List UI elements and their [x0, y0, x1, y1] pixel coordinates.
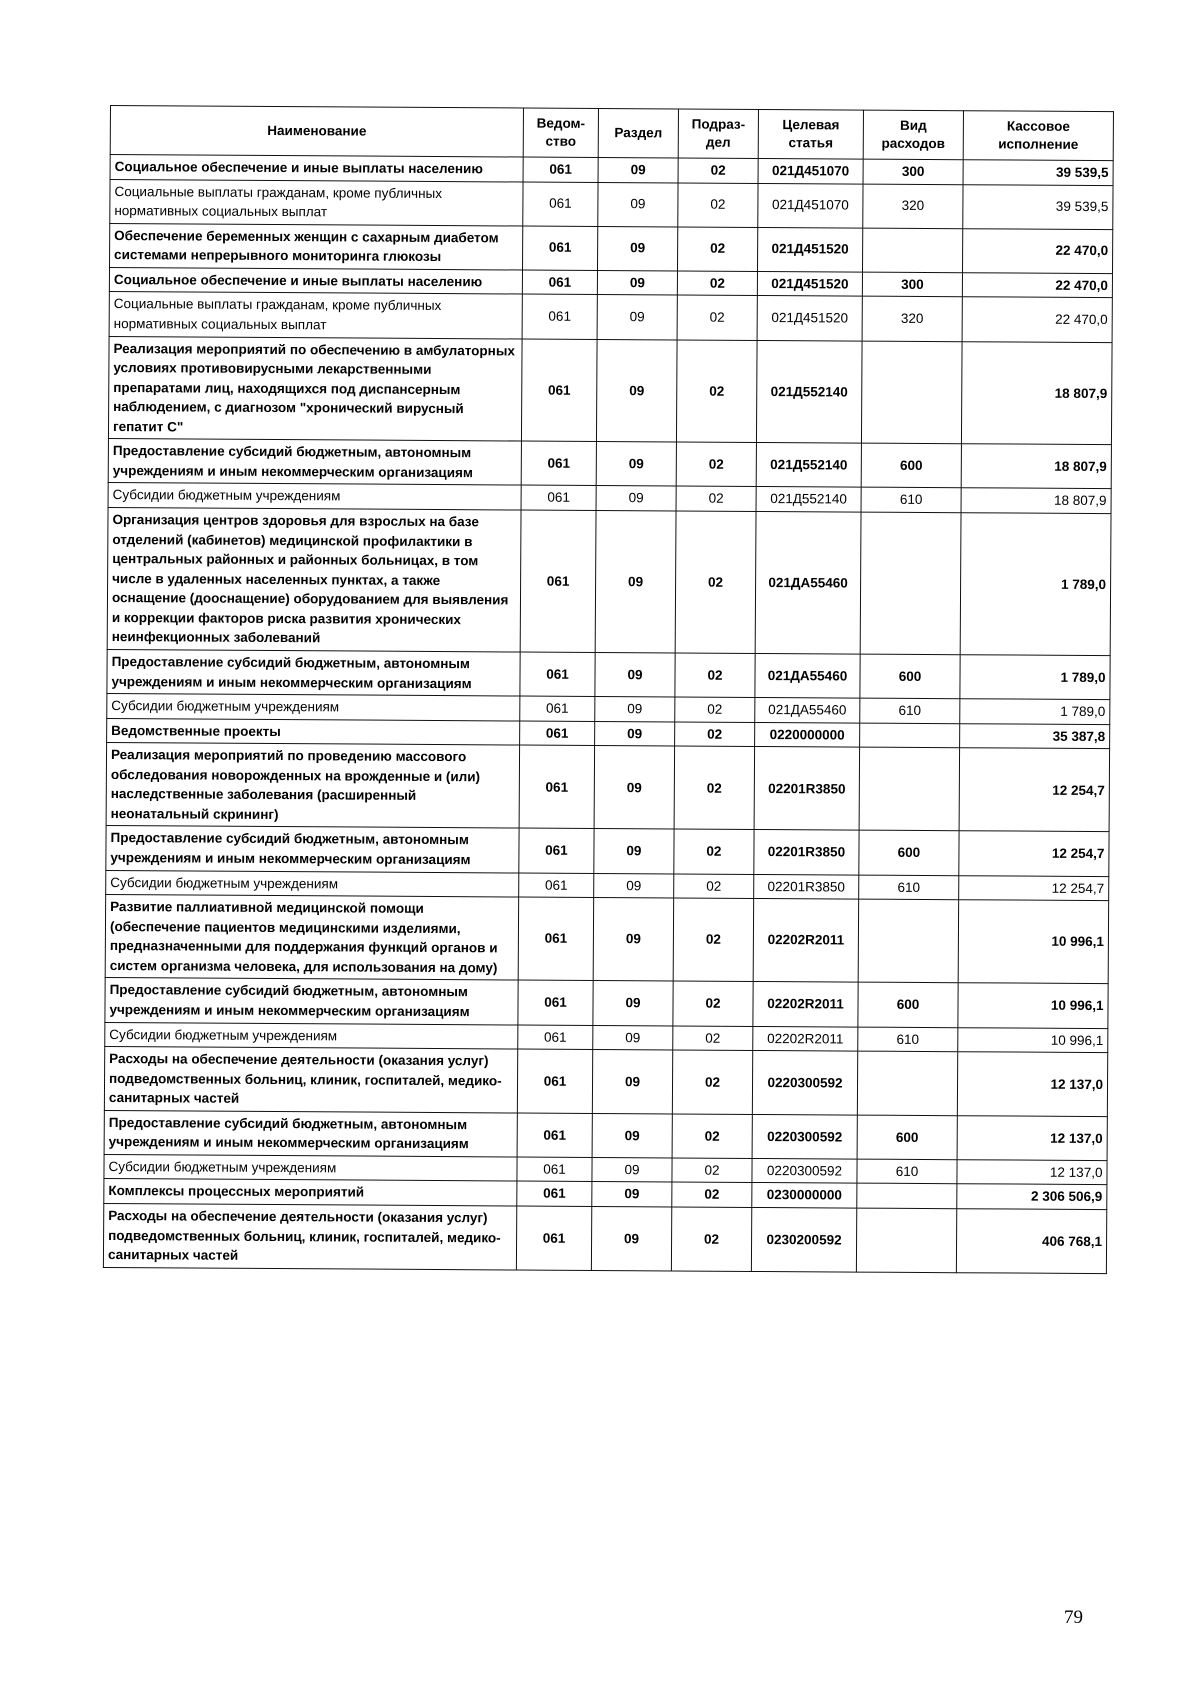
cell-podrazdel: 02 — [675, 697, 755, 722]
cell-vid-rashodov — [862, 228, 962, 273]
table-row — [108, 336, 1112, 445]
cell-kassovoe-ispolnenie: 39 539,5 — [963, 184, 1113, 229]
cell-name: Развитие паллиативной медицинской помощи (обеспечение пациентов медицинскими изделиями, предназначенными для поддержания функций органов и систем организма человека, для использования на дому) — [105, 895, 519, 981]
cell-kassovoe-ispolnenie: 12 254,7 — [959, 748, 1110, 832]
cell-vedomstvo: 061 — [517, 1049, 592, 1113]
cell-podrazdel: 02 — [676, 486, 756, 511]
cell-name: Реализация мероприятий по обеспечению в амбулаторных условиях противовирусными лекарственными препаратами лиц, находящихся под диспансерным наблюдением, с диагнозом "хронический вирусный гепатит С" — [108, 336, 522, 441]
table-row — [103, 1203, 1106, 1273]
header-celevaya-statya: Целевая статья — [758, 109, 863, 159]
cell-vid-rashodov: 610 — [857, 1159, 957, 1184]
cell-kassovoe-ispolnenie: 406 768,1 — [956, 1209, 1106, 1274]
header-razdel: Раздел — [598, 108, 678, 157]
cell-vid-rashodov: 600 — [857, 1115, 957, 1160]
cell-podrazdel: 02 — [673, 898, 754, 982]
cell-vedomstvo: 061 — [518, 980, 593, 1025]
cell-name: Субсидии бюджетным учреждениям — [104, 1154, 517, 1181]
cell-vedomstvo: 061 — [522, 270, 597, 295]
cell-podrazdel: 02 — [673, 1025, 753, 1050]
table-body — [103, 155, 1113, 1274]
cell-razdel: 09 — [597, 226, 677, 271]
cell-podrazdel: 02 — [673, 981, 753, 1026]
cell-razdel: 09 — [597, 270, 677, 295]
cell-vedomstvo: 061 — [523, 226, 598, 271]
cell-name: Предоставление субсидий бюджетным, автономным учреждениям и иным некоммерческим организациям — [104, 1110, 517, 1157]
cell-kassovoe-ispolnenie: 22 470,0 — [962, 273, 1112, 298]
cell-podrazdel: 02 — [677, 271, 757, 296]
cell-celevaya-statya: 0220300592 — [752, 1114, 857, 1159]
cell-vedomstvo: 061 — [516, 1206, 591, 1270]
cell-razdel: 09 — [598, 157, 678, 182]
cell-razdel: 09 — [594, 746, 675, 830]
cell-kassovoe-ispolnenie: 1 789,0 — [960, 513, 1111, 656]
cell-vedomstvo: 061 — [519, 745, 595, 829]
cell-vedomstvo: 061 — [520, 510, 596, 652]
cell-kassovoe-ispolnenie: 18 807,9 — [961, 444, 1111, 489]
cell-kassovoe-ispolnenie: 12 254,7 — [959, 831, 1109, 876]
cell-vedomstvo: 061 — [517, 1157, 592, 1182]
cell-podrazdel: 02 — [678, 183, 758, 228]
cell-name: Предоставление субсидий бюджетным, автономным учреждениям и иным некоммерческим организациям — [107, 649, 520, 696]
cell-vedomstvo: 061 — [521, 441, 596, 486]
cell-vid-rashodov: 300 — [863, 159, 963, 184]
cell-podrazdel: 02 — [671, 1207, 751, 1271]
cell-razdel: 09 — [594, 829, 674, 874]
cell-kassovoe-ispolnenie: 18 807,9 — [961, 488, 1111, 513]
table-row — [107, 649, 1110, 699]
cell-vid-rashodov — [857, 1051, 957, 1115]
cell-razdel: 09 — [592, 1050, 672, 1114]
cell-kassovoe-ispolnenie: 22 470,0 — [962, 228, 1112, 273]
table-row — [104, 1110, 1107, 1160]
table-row — [104, 1047, 1107, 1117]
cell-razdel: 09 — [592, 1113, 672, 1158]
cell-razdel: 09 — [592, 1157, 672, 1182]
cell-razdel: 09 — [593, 1025, 673, 1050]
cell-kassovoe-ispolnenie: 10 996,1 — [958, 983, 1108, 1028]
cell-razdel: 09 — [595, 721, 675, 746]
cell-vedomstvo: 061 — [519, 828, 594, 873]
table-row — [107, 507, 1111, 655]
cell-podrazdel: 02 — [674, 746, 755, 830]
cell-celevaya-statya: 02201R3850 — [754, 830, 859, 875]
cell-kassovoe-ispolnenie: 39 539,5 — [963, 160, 1113, 185]
cell-vid-rashodov: 610 — [858, 1027, 958, 1052]
page-number: 79 — [1064, 1607, 1083, 1628]
cell-name: Предоставление субсидий бюджетным, автономным учреждениям и иным некоммерческим организациям — [106, 826, 519, 873]
cell-celevaya-statya: 021ДА55460 — [755, 511, 861, 654]
cell-kassovoe-ispolnenie: 35 387,8 — [960, 723, 1110, 748]
cell-podrazdel: 02 — [678, 158, 758, 183]
cell-podrazdel: 02 — [676, 339, 757, 442]
cell-vid-rashodov — [860, 512, 961, 655]
cell-vedomstvo: 061 — [520, 696, 595, 721]
table-row — [105, 895, 1108, 984]
cell-celevaya-statya: 021Д552140 — [756, 340, 862, 443]
cell-razdel: 09 — [591, 1206, 671, 1270]
cell-vid-rashodov: 610 — [859, 875, 959, 900]
cell-vid-rashodov: 610 — [861, 488, 961, 513]
cell-podrazdel: 02 — [676, 442, 756, 487]
cell-vid-rashodov — [856, 1208, 956, 1272]
cell-vid-rashodov: 600 — [858, 982, 958, 1027]
cell-razdel: 09 — [595, 697, 675, 722]
cell-celevaya-statya: 0230000000 — [752, 1183, 857, 1208]
cell-razdel: 09 — [592, 1182, 672, 1207]
table-row — [110, 223, 1113, 273]
cell-vid-rashodov: 300 — [862, 272, 962, 297]
cell-razdel: 09 — [597, 295, 677, 340]
cell-razdel: 09 — [594, 873, 674, 898]
cell-name: Организация центров здоровья для взрослых на базе отделений (кабинетов) медицинской профилактики в центральных районных и районных больницах, в том числе в удаленных населенных пунктах, а также оснащение (дооснащение) оборудованием для выявления и коррекции факторов риска развития хронических неинфекционных заболеваний — [107, 507, 521, 651]
cell-podrazdel: 02 — [672, 1114, 752, 1159]
cell-vid-rashodov — [858, 899, 959, 983]
cell-vid-rashodov: 600 — [861, 443, 961, 488]
cell-celevaya-statya: 021Д552140 — [756, 443, 861, 488]
cell-razdel: 09 — [596, 486, 676, 511]
cell-kassovoe-ispolnenie: 1 789,0 — [960, 655, 1110, 700]
cell-celevaya-statya: 0220300592 — [752, 1158, 857, 1183]
cell-kassovoe-ispolnenie: 1 789,0 — [960, 699, 1110, 724]
cell-vedomstvo: 061 — [517, 1181, 592, 1206]
cell-vid-rashodov: 320 — [862, 296, 962, 341]
cell-vid-rashodov: 600 — [859, 831, 959, 876]
cell-vid-rashodov — [857, 1184, 957, 1209]
cell-razdel: 09 — [593, 898, 674, 982]
table-row — [105, 978, 1108, 1028]
table-row — [110, 179, 1113, 229]
cell-kassovoe-ispolnenie: 12 254,7 — [959, 875, 1109, 900]
header-kassovoe-ispolnenie: Кассовое исполнение — [963, 111, 1113, 161]
cell-podrazdel: 02 — [677, 227, 757, 272]
header-podrazdel: Подраз-дел — [678, 109, 758, 158]
cell-name: Ведомственные проекты — [107, 718, 520, 745]
cell-celevaya-statya: 021Д451520 — [757, 296, 862, 341]
cell-kassovoe-ispolnenie: 10 996,1 — [958, 900, 1109, 984]
cell-name: Социальные выплаты гражданам, кроме публичных нормативных социальных выплат — [109, 292, 522, 339]
cell-celevaya-statya: 021ДА55460 — [755, 698, 860, 723]
cell-name: Социальное обеспечение и иные выплаты населению — [110, 155, 523, 182]
cell-razdel: 09 — [596, 339, 677, 442]
cell-kassovoe-ispolnenie: 12 137,0 — [957, 1160, 1107, 1185]
cell-vid-rashodov — [861, 341, 962, 444]
cell-razdel: 09 — [593, 981, 673, 1026]
cell-vedomstvo: 061 — [518, 1025, 593, 1050]
header-vedomstvo: Ведом-ство — [523, 108, 598, 157]
cell-podrazdel: 02 — [677, 295, 757, 340]
cell-vid-rashodov — [859, 747, 960, 831]
cell-podrazdel: 02 — [674, 874, 754, 899]
cell-name: Субсидии бюджетным учреждениям — [106, 870, 519, 897]
table-row — [106, 743, 1109, 832]
cell-celevaya-statya: 02202R2011 — [753, 899, 859, 983]
cell-kassovoe-ispolnenie: 12 137,0 — [957, 1115, 1107, 1160]
cell-vid-rashodov: 600 — [860, 654, 960, 699]
cell-vedomstvo: 061 — [520, 652, 595, 697]
cell-vedomstvo: 061 — [517, 1113, 592, 1158]
cell-kassovoe-ispolnenie: 12 137,0 — [957, 1052, 1107, 1117]
cell-celevaya-statya: 0220300592 — [752, 1051, 857, 1115]
cell-podrazdel: 02 — [675, 653, 755, 698]
budget-execution-table — [103, 105, 1114, 1274]
cell-name: Предоставление субсидий бюджетным, автономным учреждениям и иным некоммерческим организациям — [105, 978, 518, 1025]
cell-podrazdel: 02 — [674, 829, 754, 874]
cell-name: Расходы на обеспечение деятельности (оказания услуг) подведомственных больниц, клиник, госпиталей, медико-санитарных частей — [104, 1047, 517, 1113]
cell-celevaya-statya: 0220000000 — [755, 722, 860, 747]
cell-name: Расходы на обеспечение деятельности (оказания услуг) подведомственных больниц, клиник, госпиталей, медико-санитарных частей — [103, 1203, 516, 1269]
cell-name: Комплексы процессных мероприятий — [104, 1179, 517, 1206]
cell-celevaya-statya: 02201R3850 — [754, 747, 860, 831]
cell-vedomstvo: 061 — [521, 339, 597, 442]
header-name: Наименование — [110, 106, 523, 158]
cell-vedomstvo: 061 — [523, 157, 598, 182]
cell-vedomstvo: 061 — [518, 897, 594, 981]
cell-name: Обеспечение беременных женщин с сахарным диабетом системами непрерывного мониторинга глюкозы — [110, 223, 523, 270]
cell-vedomstvo: 061 — [521, 485, 596, 510]
cell-vedomstvo: 061 — [520, 721, 595, 746]
cell-celevaya-statya: 021Д451520 — [757, 227, 862, 272]
cell-razdel: 09 — [595, 652, 675, 697]
cell-celevaya-statya: 02202R2011 — [753, 1026, 858, 1051]
cell-vedomstvo: 061 — [523, 182, 598, 227]
cell-vedomstvo: 061 — [519, 873, 594, 898]
cell-name: Социальное обеспечение и иные выплаты населению — [109, 267, 522, 294]
cell-name: Социальные выплаты гражданам, кроме публичных нормативных социальных выплат — [110, 179, 523, 226]
table-row — [106, 826, 1109, 876]
cell-razdel: 09 — [596, 442, 676, 487]
cell-vid-rashodov: 610 — [860, 698, 960, 723]
cell-kassovoe-ispolnenie: 22 470,0 — [962, 297, 1112, 342]
cell-vedomstvo: 061 — [522, 294, 597, 339]
cell-vid-rashodov — [860, 723, 960, 748]
cell-kassovoe-ispolnenie: 10 996,1 — [958, 1027, 1108, 1052]
cell-kassovoe-ispolnenie: 2 306 506,9 — [957, 1184, 1107, 1209]
cell-name: Субсидии бюджетным учреждениям — [105, 1022, 518, 1049]
cell-name: Субсидии бюджетным учреждениям — [107, 694, 520, 721]
cell-celevaya-statya: 02201R3850 — [754, 874, 859, 899]
cell-razdel: 09 — [595, 510, 676, 652]
cell-celevaya-statya: 02202R2011 — [753, 982, 858, 1027]
cell-name: Субсидии бюджетным учреждениям — [108, 483, 521, 510]
cell-podrazdel: 02 — [672, 1050, 752, 1114]
cell-razdel: 09 — [598, 182, 678, 227]
header-vid-rashodov: Вид расходов — [863, 110, 963, 160]
cell-kassovoe-ispolnenie: 18 807,9 — [961, 341, 1112, 445]
table-header-row — [110, 106, 1113, 161]
cell-celevaya-statya: 021Д451070 — [758, 183, 863, 228]
cell-celevaya-statya: 021ДА55460 — [755, 653, 860, 698]
cell-name: Реализация мероприятий по проведению массового обследования новорожденных на врожденные и (или) наследственные заболевания (расширенный неонатальный скрининг) — [106, 743, 520, 829]
cell-celevaya-statya: 021Д552140 — [756, 487, 861, 512]
cell-celevaya-statya: 021Д451520 — [757, 271, 862, 296]
cell-podrazdel: 02 — [675, 511, 756, 653]
cell-celevaya-statya: 021Д451070 — [758, 158, 863, 183]
cell-podrazdel: 02 — [672, 1158, 752, 1183]
table-row — [109, 292, 1112, 342]
cell-celevaya-statya: 0230200592 — [751, 1207, 856, 1271]
cell-name: Предоставление субсидий бюджетным, автономным учреждениям и иным некоммерческим организациям — [108, 439, 521, 486]
cell-podrazdel: 02 — [672, 1182, 752, 1207]
table-row — [108, 439, 1111, 489]
cell-vid-rashodov: 320 — [863, 184, 963, 229]
cell-podrazdel: 02 — [675, 722, 755, 747]
